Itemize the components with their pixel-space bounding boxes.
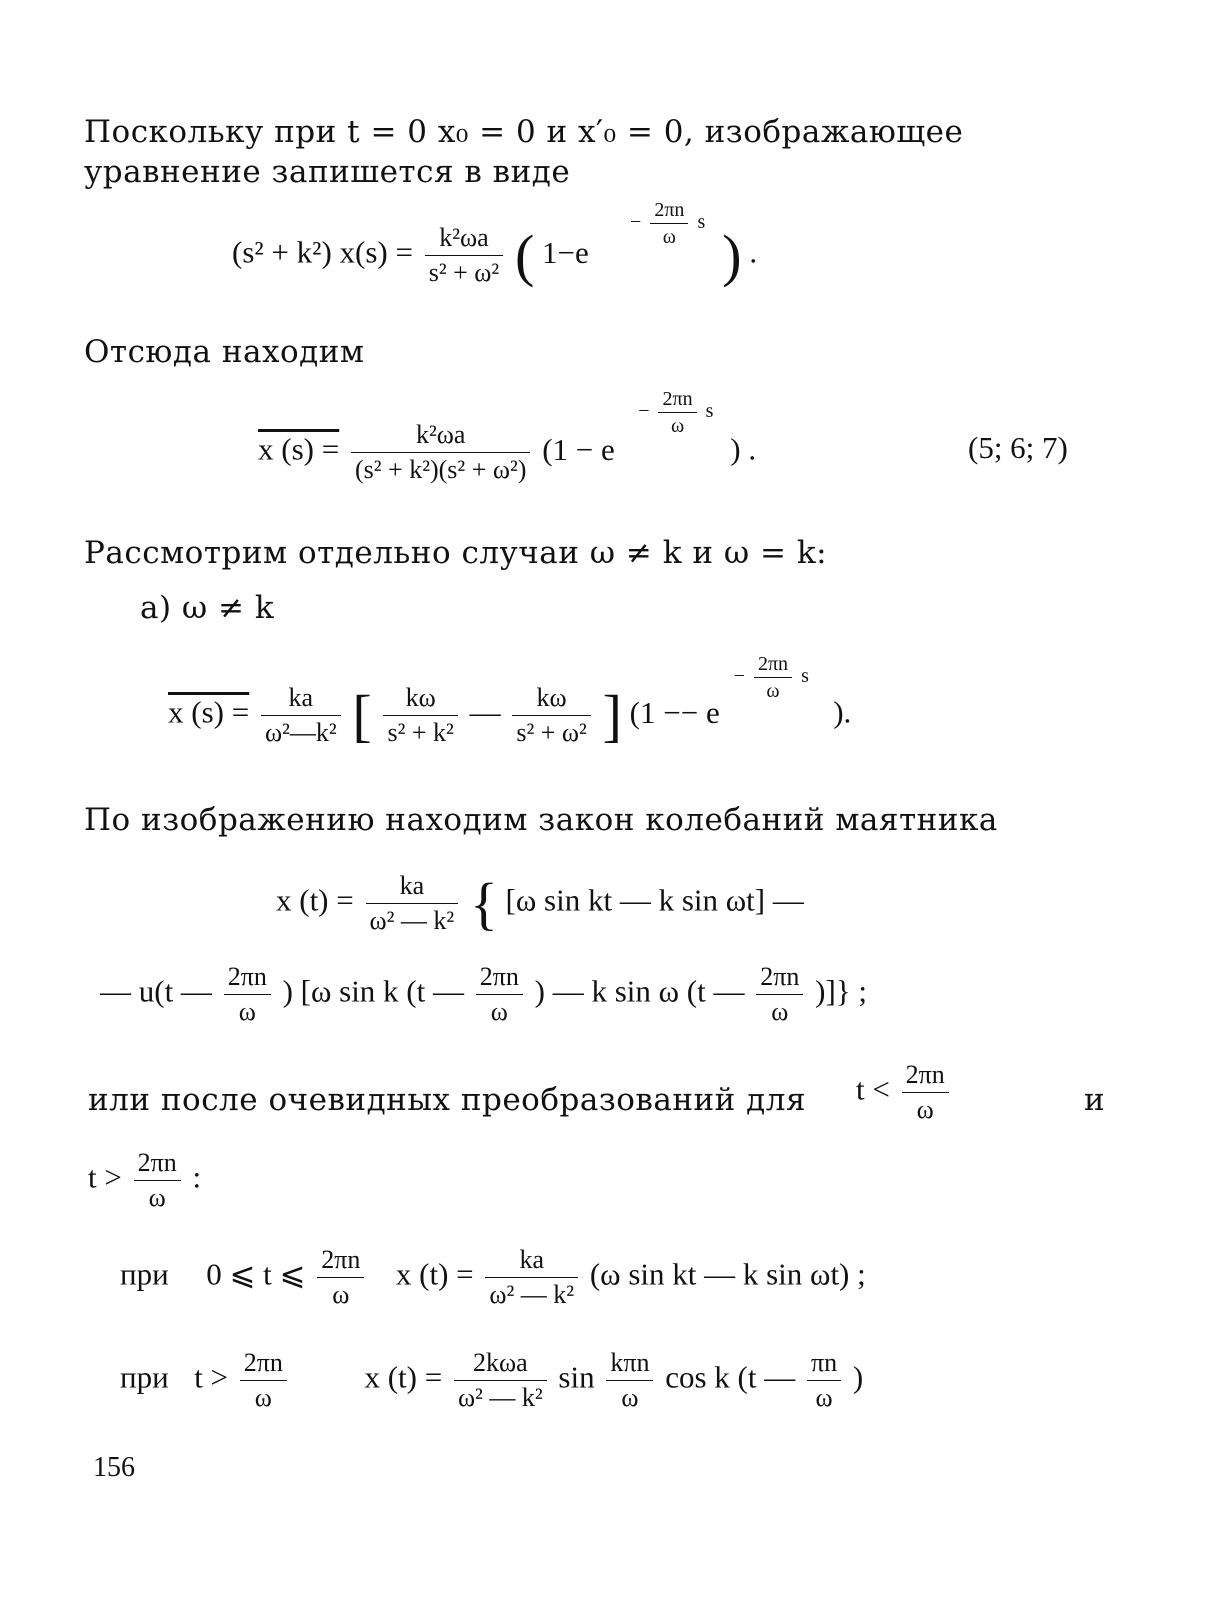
text-line-2: уравнение запишется в виде	[84, 154, 571, 190]
eq5-part-c: ) — k sin ω (t —	[534, 973, 745, 1009]
equation-7	[120, 1348, 863, 1413]
line6-cond-lhs: t <	[856, 1071, 890, 1107]
line7-numerator: 2πn	[134, 1148, 181, 1181]
eq7-pri: при	[120, 1359, 169, 1395]
equation-5	[100, 962, 867, 1027]
eq2-exp-denominator: ω	[670, 414, 685, 437]
eq5-part-b: ) [ω sin k (t —	[282, 973, 464, 1009]
eq7-paren-fraction	[807, 1348, 841, 1413]
eq4-body: [ω sin kt — k sin ωt] —	[505, 882, 804, 918]
eq3-exp-fraction	[754, 653, 792, 702]
eq3-fraction-1	[261, 683, 341, 748]
eq2-lhs: x (s) =	[258, 431, 340, 467]
eq5-f2-numerator: 2πn	[476, 962, 523, 995]
eq7-paren-denominator: ω	[815, 1383, 833, 1412]
eq3-f1-numerator: ka	[261, 683, 341, 716]
eq3-f2-denominator: s² + k²	[387, 718, 454, 747]
eq5-f1-denominator: ω	[238, 997, 256, 1026]
text-line-3: Отсюда находим	[84, 334, 365, 370]
eq7-numerator: 2kωa	[454, 1348, 547, 1381]
line6-denominator: ω	[916, 1095, 934, 1124]
eq2-body: (1 − e	[542, 431, 615, 467]
page-number: 156	[93, 1452, 135, 1483]
eq3-exp-numerator: 2πn	[754, 653, 792, 678]
eq7-sin-fraction	[606, 1348, 653, 1413]
eq7-fraction	[454, 1348, 547, 1413]
case-a-label: а) ω ≠ k	[140, 590, 275, 626]
eq6-denominator: ω² — k²	[489, 1280, 575, 1309]
line6-numerator: 2πn	[902, 1060, 949, 1093]
equation-number: (5; 6; 7)	[968, 430, 1068, 465]
eq7-cos: cos k (t —	[665, 1359, 796, 1395]
eq1-end: .	[749, 234, 758, 270]
eq2-exp-s: s	[705, 399, 714, 422]
text-line-4: Рассмотрим отдельно случаи ω ≠ k и ω = k:	[84, 535, 828, 571]
eq6-numerator: ka	[485, 1245, 578, 1278]
eq7-cond-numerator: 2πn	[240, 1348, 287, 1381]
eq3-exponent	[734, 653, 809, 702]
eq5-f1-numerator: 2πn	[224, 962, 271, 995]
eq1-exp-denominator: ω	[662, 225, 676, 248]
equation-6	[120, 1245, 866, 1310]
line7-denominator: ω	[148, 1183, 166, 1212]
eq4-denominator: ω² — k²	[369, 906, 455, 935]
text-line-5: По изображению находим закон колебаний маятника	[84, 802, 998, 838]
eq3-f1-denominator: ω²—k²	[264, 718, 337, 747]
text-line-6: или после очевидных преобразований для	[88, 1082, 807, 1118]
line6-and: и	[1084, 1082, 1106, 1118]
eq4-numerator: ka	[366, 871, 459, 904]
eq6-fraction	[485, 1245, 578, 1310]
line7-colon: :	[192, 1159, 202, 1195]
eq1-fraction	[425, 223, 503, 288]
eq1-numerator: k²ωa	[425, 223, 503, 256]
eq7-denominator: ω² — k²	[457, 1383, 543, 1412]
eq3-lhs: x (s) =	[168, 694, 250, 730]
eq4-lhs: x (t) =	[276, 882, 354, 918]
eq2-denominator: (s² + k²)(s² + ω²)	[354, 455, 527, 484]
eq6-cond-denominator: ω	[332, 1280, 350, 1309]
eq4-brace-open: {	[469, 871, 498, 936]
eq1-exp-fraction	[650, 199, 688, 248]
eq1-exponent	[630, 199, 705, 248]
eq6-body: (ω sin kt — k sin ωt) ;	[589, 1256, 866, 1292]
eq1-paren-open: (	[514, 223, 535, 288]
eq7-condition: t >	[194, 1359, 229, 1395]
eq7-sin-denominator: ω	[621, 1383, 639, 1412]
eq2-fraction	[351, 420, 531, 485]
eq7-lhs: x (t) =	[364, 1359, 443, 1395]
eq3-minus: —	[469, 694, 501, 730]
eq7-close: )	[852, 1359, 864, 1395]
eq5-f3-numerator: 2πn	[756, 962, 803, 995]
eq5-part-a: — u(t —	[100, 973, 212, 1009]
eq1-lhs: (s² + k²) x(s) =	[232, 234, 413, 270]
eq3-bracket-open: [	[352, 683, 372, 748]
line6-condition	[856, 1060, 953, 1125]
eq3-body: (1 −− e	[629, 694, 720, 730]
eq1-denominator: s² + ω²	[428, 258, 500, 287]
eq1-body: 1−e	[542, 234, 589, 270]
eq6-cond-numerator: 2πn	[317, 1245, 364, 1278]
line7-lhs: t >	[88, 1159, 122, 1195]
eq3-exp-sign: −	[733, 664, 745, 687]
eq1-paren-close: )	[722, 223, 742, 288]
text-line-1: Поскольку при t = 0 x₀ = 0 и x′₀ = 0, изображающее	[84, 114, 964, 150]
eq2-exp-sign: −	[638, 399, 650, 422]
eq5-fraction-2	[476, 962, 523, 1027]
eq2-numerator: k²ωa	[351, 420, 531, 453]
eq1-exp-numerator: 2πn	[650, 199, 688, 224]
eq6-condition: 0 ⩽ t ⩽	[206, 1256, 306, 1292]
eq5-fraction-3	[756, 962, 803, 1027]
line6-fraction	[902, 1060, 949, 1125]
equation-4	[276, 870, 804, 937]
eq3-f3-denominator: s² + ω²	[516, 718, 587, 747]
eq2-exp-fraction	[658, 388, 696, 437]
eq3-exp-denominator: ω	[766, 679, 780, 702]
eq5-part-d: )]} ;	[815, 973, 868, 1009]
eq7-sin: sin	[558, 1359, 595, 1395]
eq2-close: ) .	[730, 431, 757, 467]
eq5-f2-denominator: ω	[490, 997, 508, 1026]
eq7-paren-numerator: πn	[807, 1348, 841, 1381]
eq3-fraction-3	[512, 683, 590, 748]
eq2-exponent	[638, 388, 713, 437]
eq4-fraction	[366, 871, 459, 936]
eq5-f3-denominator: ω	[771, 997, 789, 1026]
eq3-f2-numerator: kω	[383, 683, 457, 716]
eq7-sin-numerator: kπn	[606, 1348, 653, 1381]
eq5-fraction-1	[224, 962, 271, 1027]
eq2-exp-numerator: 2πn	[658, 388, 696, 413]
eq6-cond-fraction	[317, 1245, 364, 1310]
eq6-pri: при	[120, 1256, 169, 1292]
eq1-exp-s: s	[697, 210, 706, 233]
line7-condition	[88, 1148, 201, 1213]
line7-fraction	[134, 1148, 181, 1213]
eq3-f3-numerator: kω	[512, 683, 590, 716]
eq3-fraction-2	[383, 683, 457, 748]
eq3-exp-s: s	[801, 664, 809, 687]
eq6-lhs: x (t) =	[395, 1256, 474, 1292]
eq7-cond-fraction	[240, 1348, 287, 1413]
eq1-exp-sign: −	[630, 210, 642, 233]
eq7-cond-denominator: ω	[254, 1383, 272, 1412]
eq3-bracket-close: ]	[602, 683, 622, 748]
eq3-close: ).	[833, 694, 852, 730]
